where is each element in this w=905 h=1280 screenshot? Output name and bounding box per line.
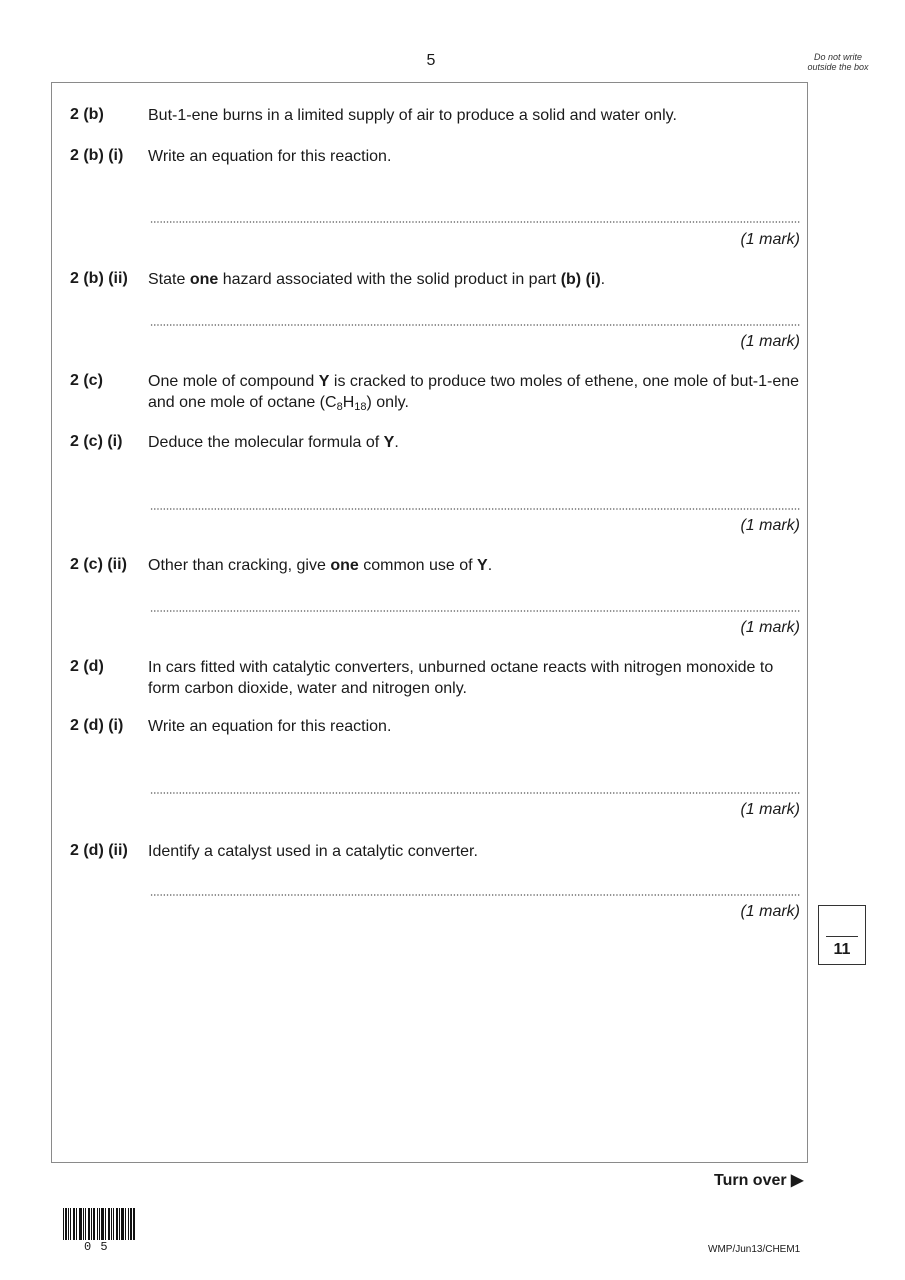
mark-2di: (1 mark) <box>740 801 800 818</box>
mark-2ci: (1 mark) <box>740 517 800 534</box>
question-label-2bi: 2 (b) (i) <box>70 147 124 164</box>
barcode-number: 0 5 <box>84 1240 109 1254</box>
question-label-2b: 2 (b) <box>70 106 104 123</box>
score-divider <box>826 936 858 937</box>
question-text-2dii: Identify a catalyst used in a catalytic converter. <box>148 843 478 860</box>
question-text-2di: Write an equation for this reaction. <box>148 718 392 735</box>
question-text-2c: One mole of compound Y is cracked to produce two moles of ethene, one mole of but-1-ene and one mole of octane $(C_8H_{18})$ only. <box>148 373 800 413</box>
question-text-2ci: Deduce the molecular formula of Y. <box>148 434 399 451</box>
question-label-2dii: 2 (d) (ii) <box>70 842 128 859</box>
document-reference: WMP/Jun13/CHEM1 <box>708 1244 801 1255</box>
answer-line-2bii[interactable] <box>150 324 800 326</box>
barcode-icon <box>63 1208 135 1240</box>
question-label-2d: 2 (d) <box>70 658 104 675</box>
answer-line-2ci[interactable] <box>150 508 800 510</box>
score-total: 11 <box>833 941 851 958</box>
answer-line-2bi[interactable] <box>150 221 800 223</box>
mark-2dii: (1 mark) <box>740 903 800 920</box>
answer-line-2di[interactable] <box>150 792 800 794</box>
question-text-2cii: Other than cracking, give one common use of Y. <box>148 557 493 574</box>
mark-2cii: (1 mark) <box>740 619 800 636</box>
question-label-2cii: 2 (c) (ii) <box>70 556 127 573</box>
page-number: 5 <box>426 52 436 69</box>
question-label-2bii: 2 (b) (ii) <box>70 270 128 287</box>
answer-line-2cii[interactable] <box>150 610 800 612</box>
mark-2bi: (1 mark) <box>740 231 800 248</box>
answer-frame <box>51 82 808 1163</box>
question-label-2ci: 2 (c) (i) <box>70 433 123 450</box>
turn-over-label: Turn over ▶ <box>714 1172 804 1189</box>
margin-note: Do not write outside the box <box>807 52 869 72</box>
answer-line-2dii[interactable] <box>150 894 800 896</box>
mark-2bii: (1 mark) <box>740 333 800 350</box>
question-text-2b: But-1-ene burns in a limited supply of air to produce a solid and water only. <box>148 107 677 124</box>
question-text-2d: In cars fitted with catalytic converters, unburned octane reacts with nitrogen monoxide to form carbon dioxide, water and nitrogen only. <box>148 659 774 697</box>
question-label-2di: 2 (d) (i) <box>70 717 124 734</box>
question-text-2bii: State one hazard associated with the solid product in part (b) (i). <box>148 271 606 288</box>
question-text-2bi: Write an equation for this reaction. <box>148 148 392 165</box>
question-label-2c: 2 (c) <box>70 372 103 389</box>
